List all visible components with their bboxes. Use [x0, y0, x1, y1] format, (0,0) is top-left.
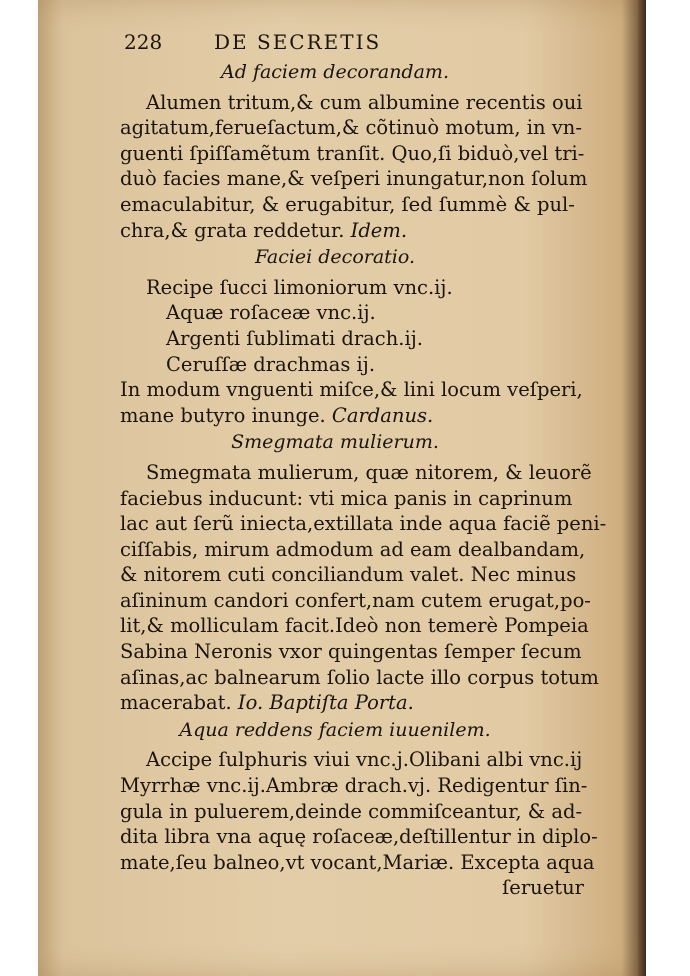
text-line: aſininum candori confert,nam cutem erugat,po-	[120, 588, 591, 612]
section-title: Faciei decoratio.	[254, 246, 416, 269]
text-line: Myrrhæ vnc.ij.Ambræ drach.vj. Redigentur ſin-	[120, 774, 588, 798]
text-fragment: macerabat.	[120, 691, 232, 715]
recipe-line: Argenti ſublimati drach.ij.	[166, 326, 423, 350]
text-line	[120, 218, 590, 244]
text-line: faciebus inducunt: vti mica panis in caprinum	[120, 486, 573, 510]
text-fragment: mane butyro inunge.	[120, 403, 326, 427]
text-line: In modum vnguenti miſce,& lini locum veſperi,	[120, 378, 583, 402]
text-line: mate,ſeu balneo,vt vocant,Mariæ. Excepta aqua	[120, 850, 595, 874]
text-line: lac aut ſerũ iniecta,extillata inde aqua faciẽ peni-	[120, 512, 607, 536]
text-line: Accipe ſulphuris viui vnc.j.Olibani albi vnc.ij	[146, 748, 583, 772]
text-line	[120, 690, 590, 716]
page-text	[120, 30, 607, 901]
catchword: ſeruetur	[502, 876, 584, 900]
running-head: DE SECRETIS	[214, 30, 382, 54]
attribution: Io. Baptiſta Porta.	[237, 691, 414, 715]
text-line: & nitorem cuti conciliandum valet. Nec minus	[120, 563, 577, 587]
text-line: Sabina Neronis vxor quingentas ſemper ſecum	[120, 640, 582, 664]
text-line: ciſſabis, mirum admodum ad eam dealbandam,	[120, 537, 586, 561]
recipe-line: Aquæ roſaceæ vnc.ij.	[166, 301, 376, 325]
recipe-line: Ceruſſæ drachmas ij.	[166, 352, 376, 376]
attribution: Cardanus.	[331, 403, 434, 427]
text-line: gula in puluerem,deinde commiſceantur, & ad-	[120, 799, 583, 823]
section-title: Aqua reddens faciem iuuenilem.	[179, 718, 491, 741]
text-line: duò facies mane,& veſperi inungatur,non ſolum	[120, 167, 588, 191]
section-body	[120, 747, 598, 901]
page-number: 228	[124, 30, 163, 54]
section-title: Smegmata mulierum.	[231, 431, 439, 454]
recipe-list	[120, 275, 590, 429]
text-line: dita libra vna aquę roſaceæ,deſtillentur in diplo-	[120, 825, 598, 849]
section-body	[120, 90, 590, 244]
attribution: Idem.	[350, 218, 408, 242]
text-line: lit,& molliculam facit.Ideò non temerè Pompeia	[120, 614, 589, 638]
text-line	[120, 403, 590, 429]
section-title: Ad faciem decorandam.	[221, 61, 449, 83]
recipe-line: Recipe ſucci limoniorum vnc.ij.	[146, 275, 453, 299]
text-line: Smegmata mulierum, quæ nitorem, & leuorẽ	[146, 460, 592, 484]
page-header	[124, 30, 590, 58]
section-body	[120, 460, 607, 716]
text-line: agitatum,ferueſactum,& cõtinuò motum, in vn-	[120, 116, 582, 140]
text-line: aſinas,ac balnearum ſolio lacte illo corpus totum	[120, 665, 599, 689]
text-line: guenti ſpiſſamẽtum tranſit. Quo,ſi biduò,vel tri-	[120, 141, 585, 165]
text-line: emaculabitur, & erugabitur, ſed ſummè & pul-	[120, 192, 575, 216]
text-fragment: chra,& grata reddetur.	[120, 218, 345, 242]
text-line: Alumen tritum,& cum albumine recentis oui	[146, 90, 583, 114]
